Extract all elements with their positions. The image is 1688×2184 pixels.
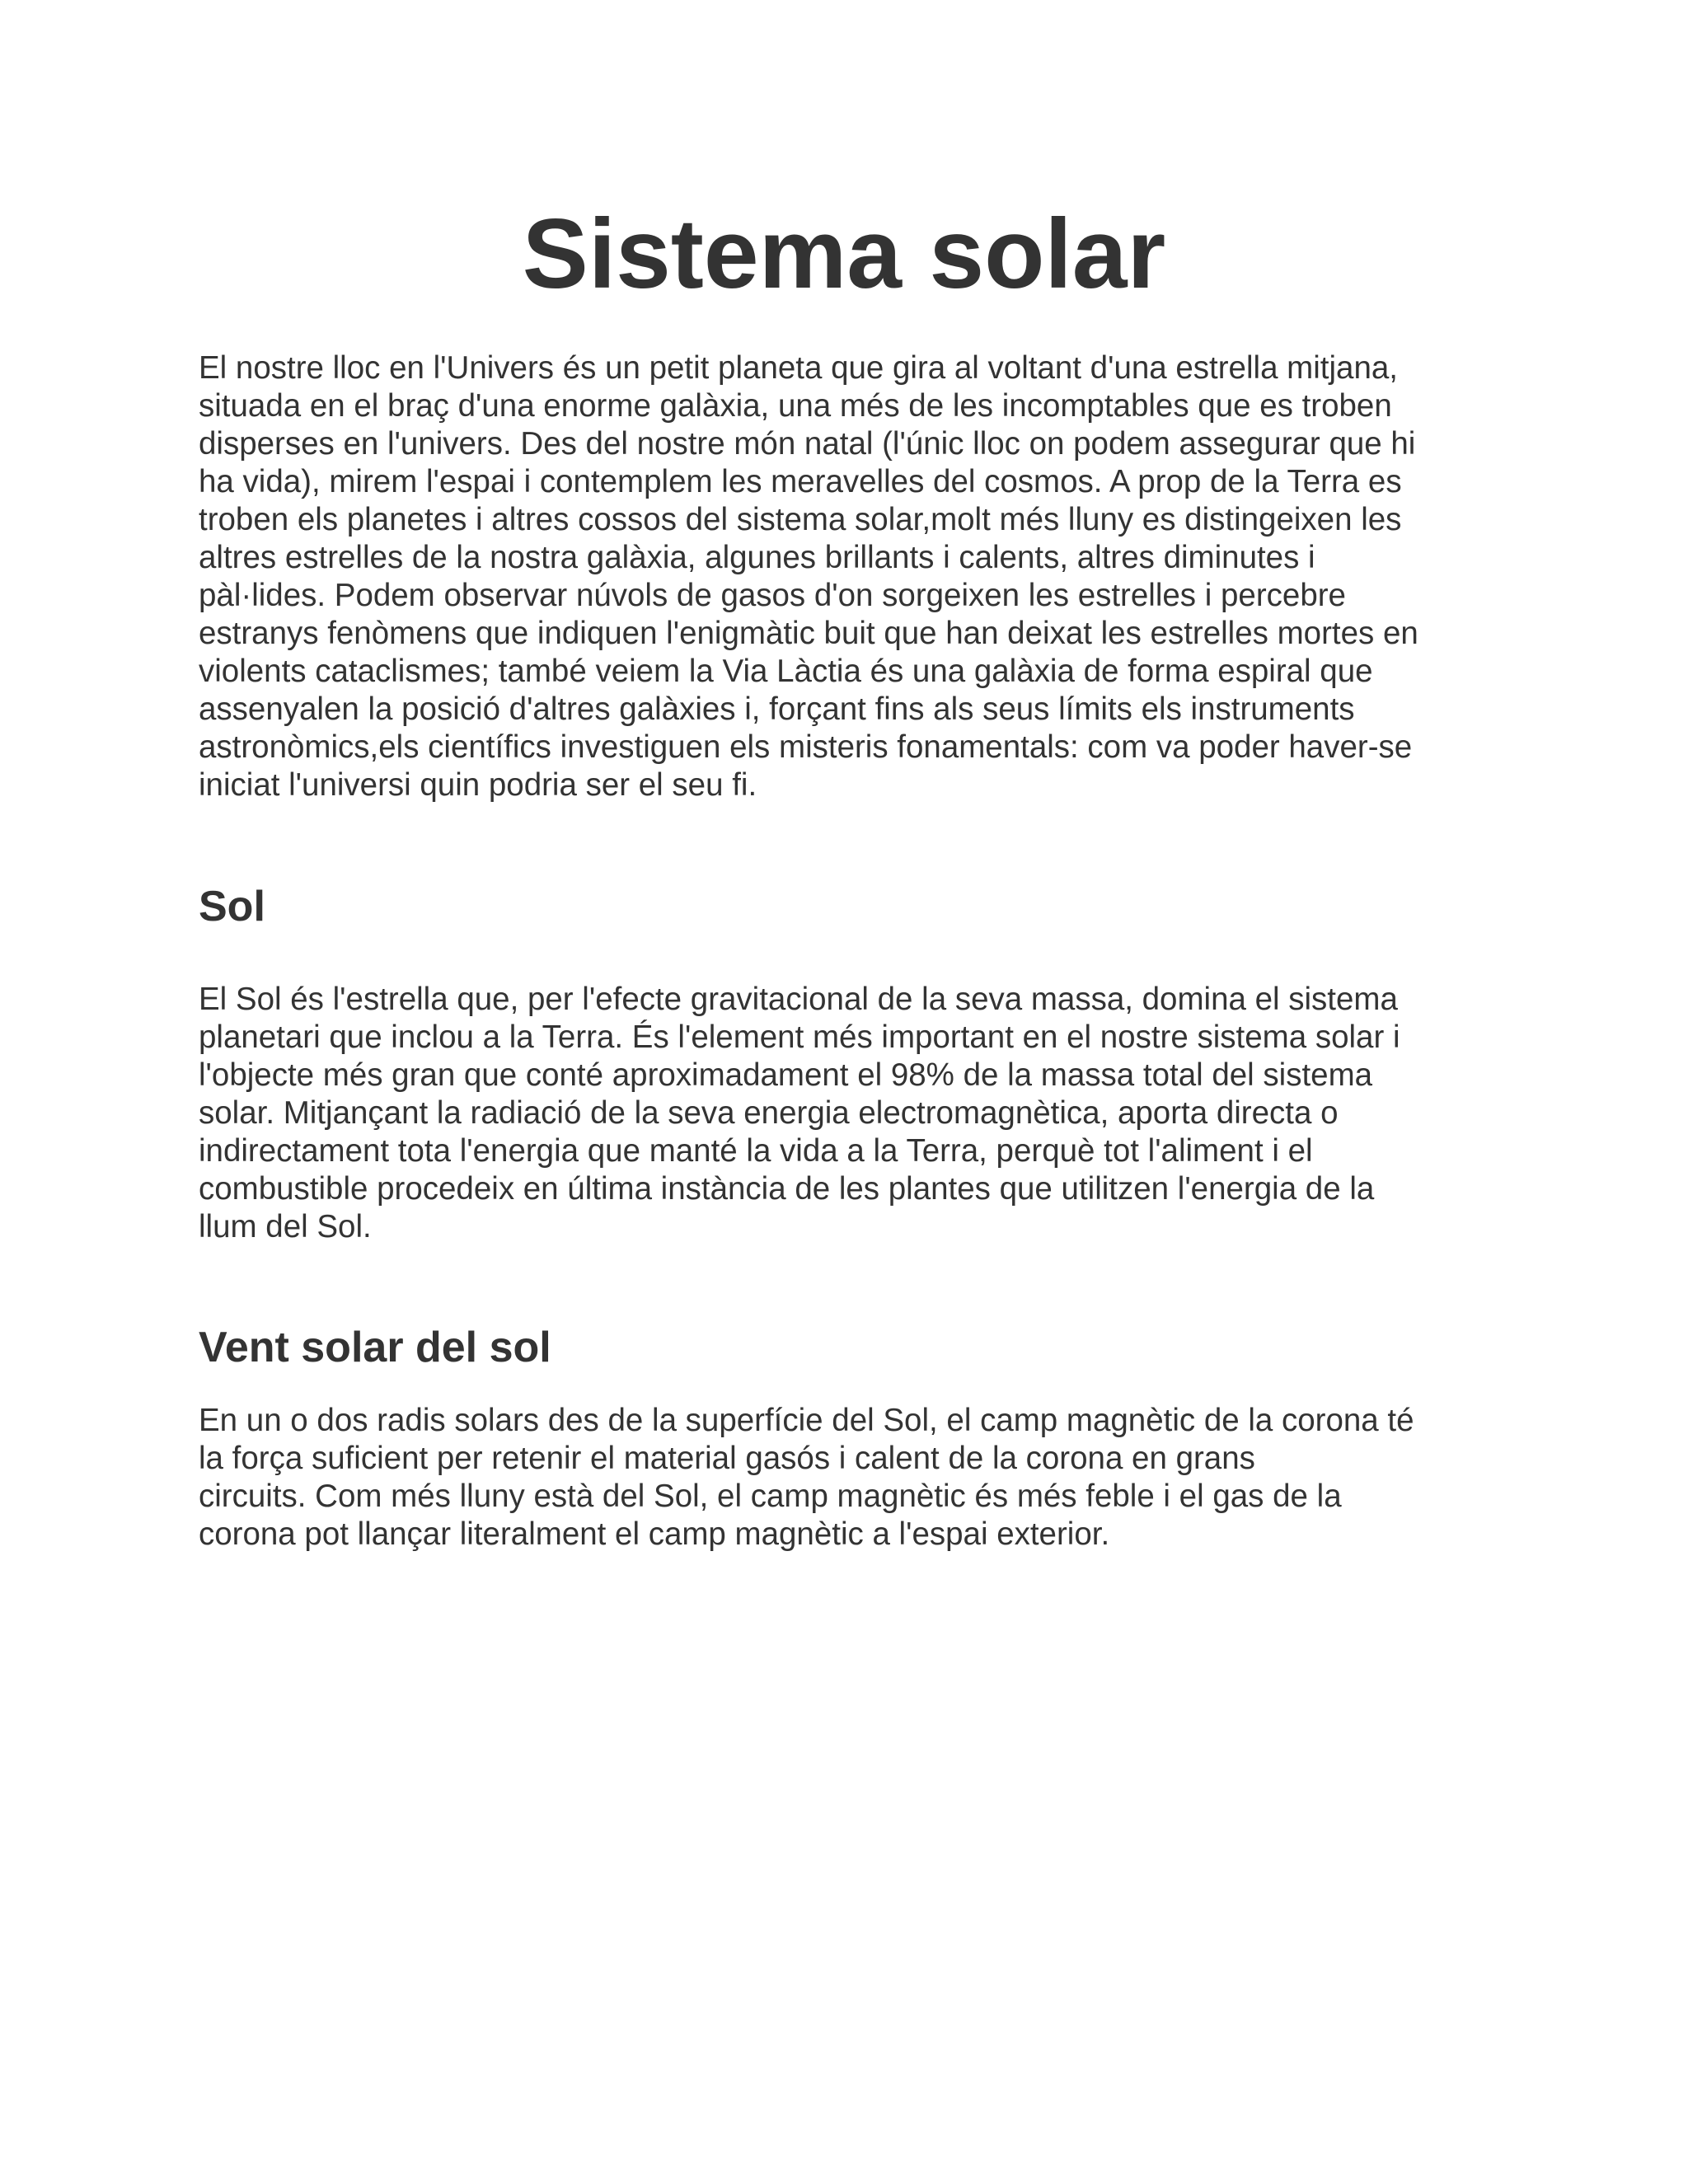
section-heading-vent-solar: Vent solar del sol (199, 1324, 551, 1371)
section-paragraph-vent-solar: En un o dos radis solars des de la superfície del Sol, el camp magnètic de la corona té la força suficient per retenir el material gasós i calent de la corona en grans circuits. Com més lluny està del Sol, el camp magnètic és més feble i el gas de la corona pot llançar literalment el camp magnètic a l'espai exterior. (199, 1403, 1414, 1552)
section-paragraph-sol: El Sol és l'estrella que, per l'efecte gravitacional de la seva massa, domina el sistema planetari que inclou a la Terra. És l'element més important en el nostre sistema solar i l'objecte més gran que conté aproximadament el 98% de la massa total del sistema solar. Mitjançant la radiació de la seva energia electromagnètica, aporta directa o indirectament tota l'energia que manté la vida a la Terra, perquè tot l'aliment i el combustible procedeix en última instància de les plantes que utilitzen l'energia de la llum del Sol. (199, 982, 1400, 1244)
page-title: Sistema solar (522, 199, 1166, 309)
intro-paragraph: El nostre lloc en l'Univers és un petit planeta que gira al voltant d'una estrella mitjana, situada en el braç d'una enorme galàxia, una més de les incomptables que es troben disperses en l'univers. Des del nostre món natal (l'únic lloc on podem assegurar que hi ha vida), mirem l'espai i contemplem les meravelles del cosmos. A prop de la Terra es troben els planetes i altres cossos del sistema solar,molt més lluny es distingeixen les altres estrelles de la nostra galàxia, algunes brillants i calents, altres diminutes i pàl·lides. Podem observar núvols de gasos d'on sorgeixen les estrelles i percebre estranys fenòmens que indiquen l'enigmàtic buit que han deixat les estrelles mortes en violents cataclismes; també veiem la Via Làctia és una galàxia de forma espiral que assenyalen la posició d'altres galàxies i, forçant fins als seus límits els instruments astronòmics,els científics investiguen els misteris fonamentals: com va poder haver-se iniciat l'universi quin podria ser el seu fi. (199, 350, 1418, 803)
section-heading-sol: Sol (199, 883, 265, 930)
